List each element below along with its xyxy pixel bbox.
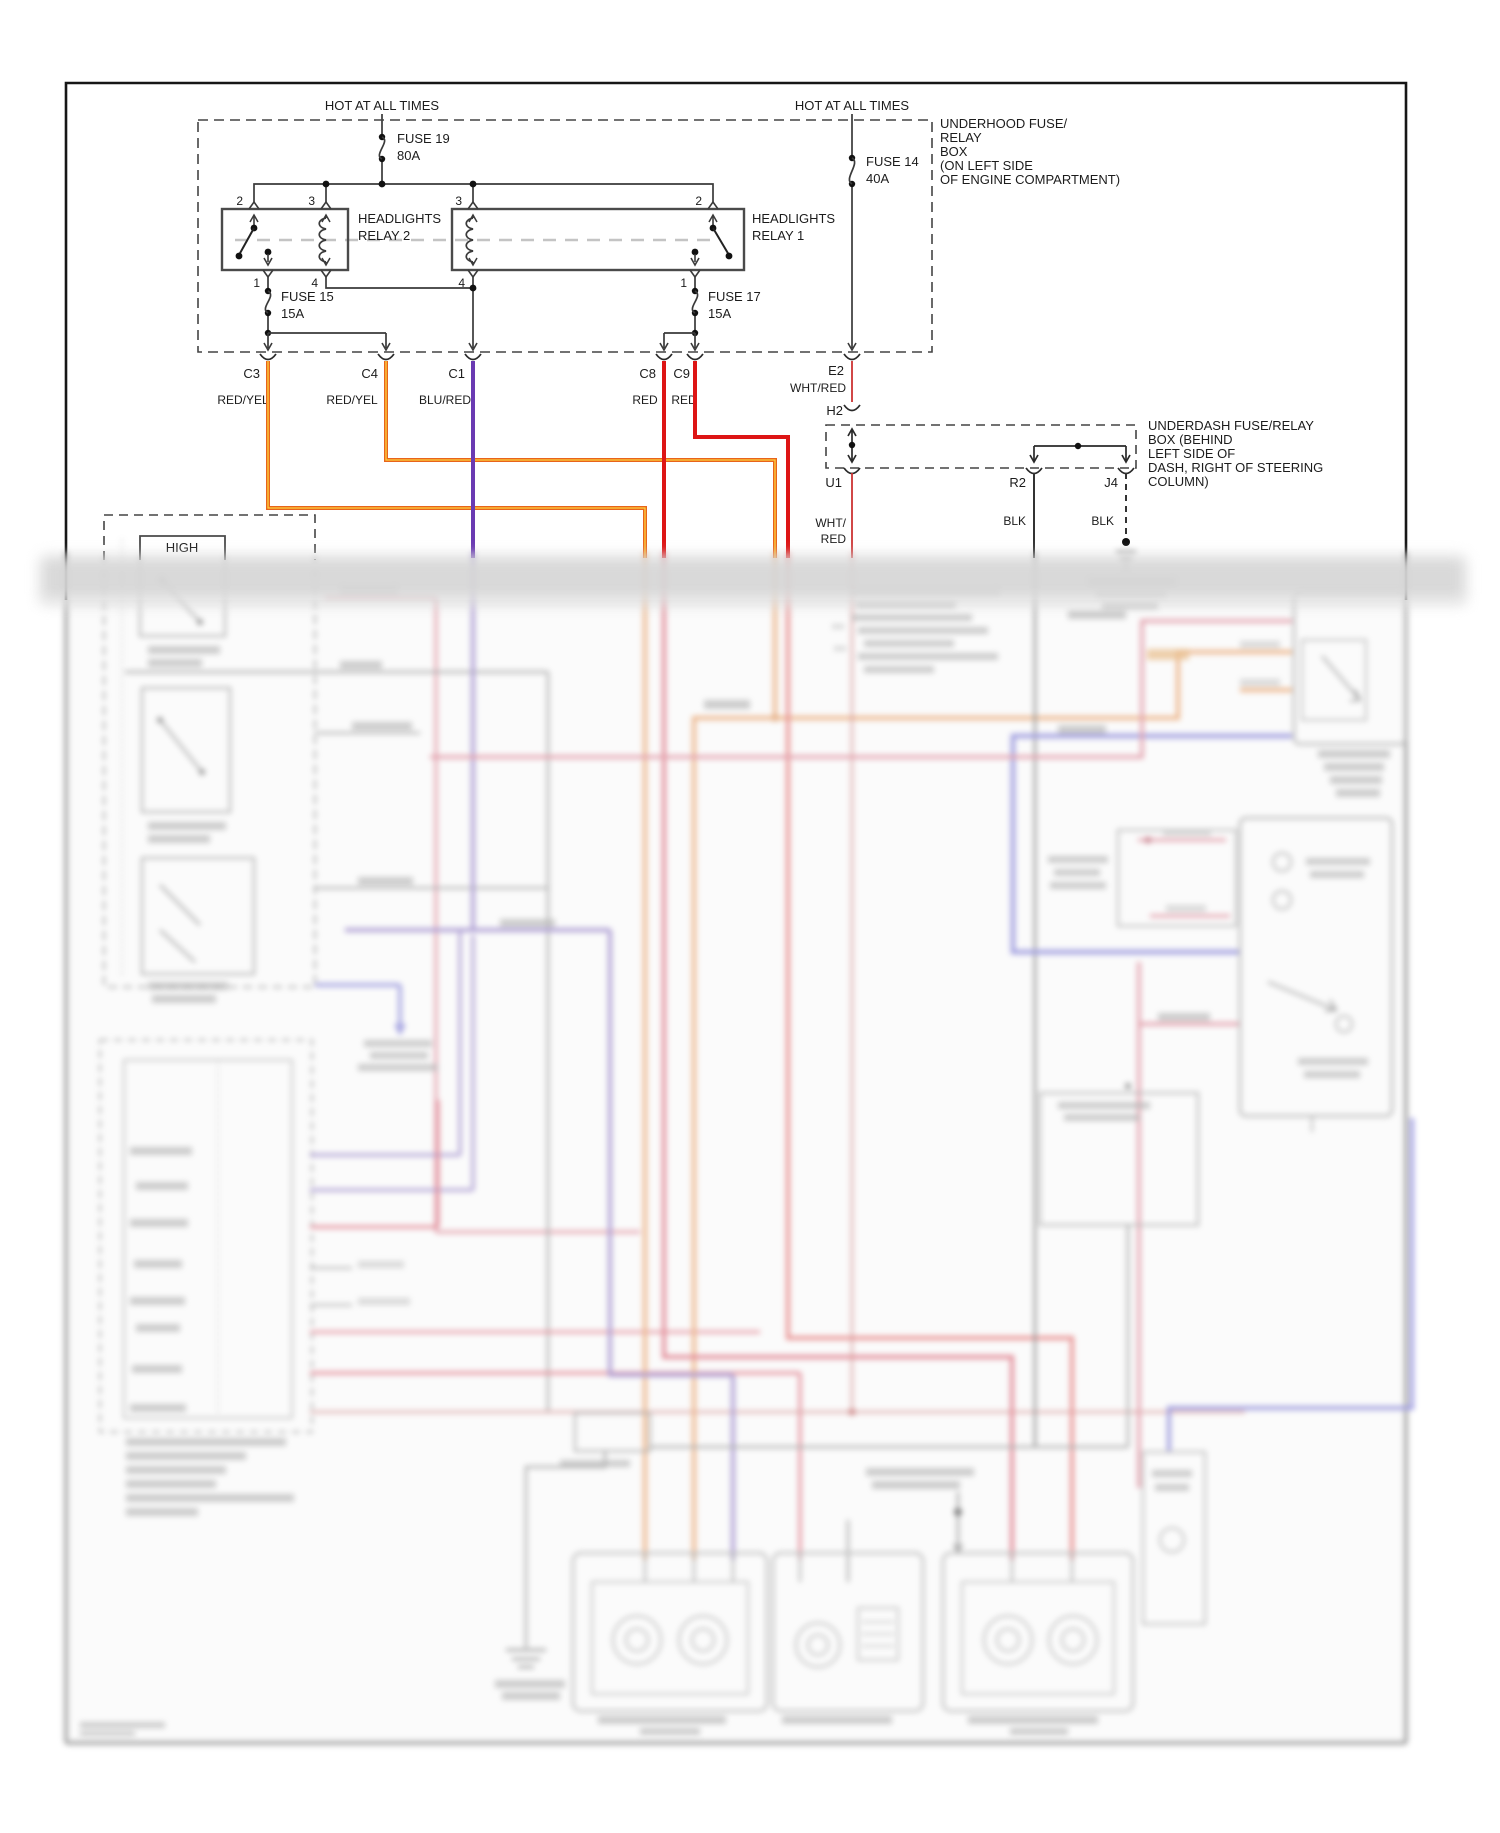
fuse19-name: FUSE 19 (397, 131, 450, 146)
underhood-label-5: OF ENGINE COMPARTMENT) (940, 172, 1121, 187)
fuse15-name: FUSE 15 (281, 289, 334, 304)
c1-wire-color: BLU/RED (418, 393, 472, 407)
underhood-label-1: UNDERHOOD FUSE/ (940, 116, 1068, 131)
combination-switch-box-top (104, 515, 315, 560)
underhood-fuse-relay-box (198, 120, 932, 352)
fuse14-icon (849, 158, 854, 184)
power-bus (254, 184, 713, 202)
relay1-switch-blade (713, 228, 729, 255)
u1-wire-color-2: RED (820, 532, 846, 546)
fuse17-branch (660, 277, 761, 350)
underdash-internals (844, 429, 1134, 474)
relay1-pin1-label: 1 (680, 276, 687, 290)
underdash-label-3: LEFT SIDE OF (1148, 446, 1236, 461)
page-border-top (66, 83, 1406, 600)
r2-wire-color: BLK (1003, 514, 1026, 528)
relay2-pin3-label: 3 (308, 194, 315, 208)
colored-wires (268, 361, 852, 558)
connector-h2: H2 (826, 403, 843, 418)
relay2-pin2-label: 2 (236, 194, 243, 208)
high-beam-label: HIGH (165, 540, 199, 555)
hot-left-label: HOT AT ALL TIMES (324, 98, 440, 113)
fuse17-icon (692, 291, 697, 313)
relay1-pin4-label: 4 (458, 276, 465, 290)
connector-c3: C3 (243, 366, 260, 381)
fuse14-rating: 40A (866, 171, 890, 186)
relay2-name-2: RELAY 2 (358, 228, 411, 243)
connector-c4: C4 (361, 366, 378, 381)
relay1-pin2-label: 2 (695, 194, 702, 208)
relay1-name-2: RELAY 1 (752, 228, 805, 243)
relay1-name-1: HEADLIGHTS (752, 211, 836, 226)
underdash-label-2: BOX (BEHIND (1148, 432, 1233, 447)
connector-c8: C8 (639, 366, 656, 381)
fuse15-rating: 15A (281, 306, 305, 321)
blur-veil (66, 600, 1406, 1743)
headlights-relay-1 (452, 194, 835, 290)
connector-u1: U1 (825, 475, 842, 490)
underhood-label-3: BOX (940, 144, 968, 159)
underhood-label-2: RELAY (940, 130, 982, 145)
underdash-label-5: COLUMN) (1148, 474, 1209, 489)
u1-wire-color-1: WHT/ (815, 516, 846, 530)
underdash-label-1: UNDERDASH FUSE/RELAY (1148, 418, 1314, 433)
fuse15-icon (265, 291, 270, 313)
c3-wire-color: RED/YEL (217, 393, 269, 407)
frosted-band (40, 556, 1466, 606)
relay2-coil-icon (319, 218, 326, 262)
hot-right-label: HOT AT ALL TIMES (794, 98, 910, 113)
connector-r2: R2 (1009, 475, 1026, 490)
c9-wire-color: RED (671, 393, 697, 407)
j4-wire-color: BLK (1091, 514, 1114, 528)
underhood-output-connectors (260, 354, 860, 360)
fuse19-rating: 80A (397, 148, 421, 163)
c4-wire-color: RED/YEL (326, 393, 378, 407)
relay2-pin4-label: 4 (311, 276, 318, 290)
connector-c9: C9 (673, 366, 690, 381)
relay2-switch-blade (239, 228, 254, 255)
connector-c1: C1 (448, 366, 465, 381)
underhood-label-4: (ON LEFT SIDE (940, 158, 1033, 173)
underdash-box-label (1148, 418, 1323, 489)
underdash-label-4: DASH, RIGHT OF STEERING (1148, 460, 1324, 475)
c8-wire-color: RED (632, 393, 658, 407)
connector-j4: J4 (1104, 475, 1118, 490)
relay2-pin1-label: 1 (253, 276, 260, 290)
sharp-section (66, 83, 1406, 600)
fuse14-name: FUSE 14 (866, 154, 919, 169)
underhood-box-label (940, 116, 1120, 187)
e2-wire-color: WHT/RED (790, 381, 846, 395)
pin4-link (326, 277, 477, 350)
connector-e2: E2 (828, 363, 844, 378)
relay1-pin3-label: 3 (455, 194, 462, 208)
fuse17-rating: 15A (708, 306, 732, 321)
fuse19-icon (379, 137, 384, 159)
fuse17-name: FUSE 17 (708, 289, 761, 304)
relay2-name-1: HEADLIGHTS (358, 211, 442, 226)
headlights-relay-2 (222, 194, 441, 290)
